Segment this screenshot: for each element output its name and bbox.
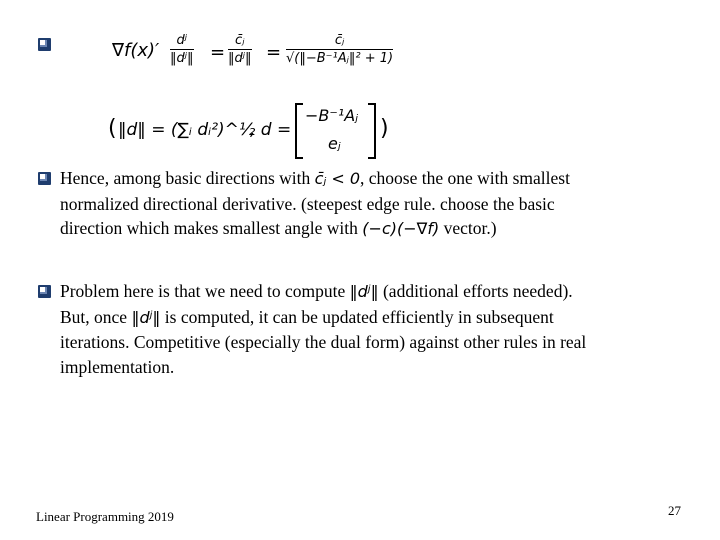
fraction-denominator: ‖dʲ‖ bbox=[170, 51, 194, 66]
fraction-denominator: √(‖−B⁻¹Aⱼ‖² + 1) bbox=[286, 51, 394, 66]
text-line: normalized directional derivative. (steepest edge rule. choose the basic bbox=[60, 193, 555, 214]
text-line: But, once ‖dʲ‖ is computed, it can be updated efficiently in subsequent bbox=[60, 306, 554, 327]
fraction-cbar-over-sqrt bbox=[286, 33, 393, 66]
fraction-cbar-over-norm bbox=[228, 33, 252, 66]
vector-bottom-entry: eⱼ bbox=[328, 134, 341, 153]
page-number: 27 bbox=[668, 503, 681, 518]
fraction-numerator: dʲ bbox=[170, 33, 194, 50]
fraction-d-over-norm bbox=[170, 33, 194, 66]
inline-formula: (−c)(−∇f) bbox=[362, 219, 440, 238]
paragraph-computation-issue bbox=[60, 279, 690, 379]
formula-close-paren: ) bbox=[380, 116, 389, 141]
paragraph-steepest-edge bbox=[60, 166, 690, 242]
formula-norm-definition: ‖d‖ = (∑ᵢ dᵢ²)^½ bbox=[118, 120, 256, 140]
vector-bracket-left bbox=[295, 103, 303, 159]
bullet-icon bbox=[38, 38, 51, 51]
fraction-numerator: c̄ⱼ bbox=[286, 33, 393, 50]
inline-formula: ‖dʲ‖ bbox=[131, 307, 161, 327]
bullet-icon bbox=[38, 172, 51, 185]
text-line: Hence, among basic directions with c̄ⱼ < 0, choose the one with smallest bbox=[60, 168, 570, 188]
vector-bracket-right bbox=[368, 103, 376, 159]
fraction-denominator: ‖dʲ‖ bbox=[228, 51, 252, 66]
fraction-numerator: c̄ⱼ bbox=[228, 33, 252, 50]
equals-sign: = bbox=[210, 42, 226, 63]
inline-formula: ‖dʲ‖ bbox=[349, 282, 379, 301]
formula-lhs: ∇f(x)′ bbox=[112, 40, 160, 61]
inline-formula: c̄ⱼ < 0 bbox=[314, 169, 361, 188]
footer-course-title: Linear Programming 2019 bbox=[36, 509, 174, 524]
equals-sign: = bbox=[266, 42, 282, 63]
text-line: implementation. bbox=[60, 356, 175, 377]
text-line: Problem here is that we need to compute ‖dʲ‖ (additional efforts needed). bbox=[60, 281, 573, 301]
formula-d-definition: , d = bbox=[250, 120, 292, 140]
formula-open-paren: ( bbox=[108, 116, 117, 141]
text-line: iterations. Competitive (especially the dual form) against other rules in real bbox=[60, 332, 587, 352]
bullet-icon bbox=[38, 285, 51, 298]
vector-top-entry: −B⁻¹Aⱼ bbox=[305, 106, 358, 125]
text-line: direction which makes smallest angle with (−c)(−∇f) vector.) bbox=[60, 218, 497, 238]
